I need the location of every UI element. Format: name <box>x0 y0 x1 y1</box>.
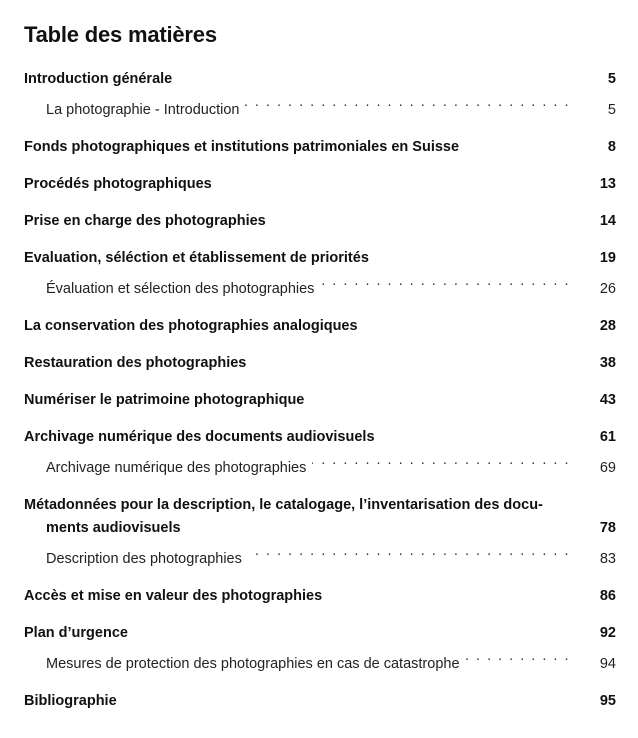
toc-entry-title <box>24 494 600 540</box>
toc-subentry-title: Description des photographies <box>46 551 242 567</box>
toc-entry-title: Numériser le patrimoine photographique <box>24 392 305 408</box>
toc-entry-title-line1: Métadonnées pour la description, le catalogage, l’inventarisation des docu- <box>24 497 543 513</box>
toc-entry[interactable] <box>24 247 616 270</box>
toc-entry-title: Prise en charge des photographies <box>24 213 266 229</box>
toc-page <box>24 18 616 727</box>
toc-entry-title: Procédés photographiques <box>24 176 212 192</box>
toc-section <box>24 136 616 159</box>
toc-subentry[interactable] <box>24 645 616 676</box>
toc-entry-page: 19 <box>599 250 616 266</box>
toc-subentry[interactable] <box>24 270 616 301</box>
toc-entry[interactable] <box>24 494 616 540</box>
toc-entry-title-line2: ments audiovisuels <box>46 520 181 536</box>
toc-entry[interactable] <box>24 622 616 645</box>
toc-section <box>24 494 616 571</box>
toc-entry[interactable] <box>24 352 616 375</box>
toc-section <box>24 426 616 480</box>
dot-leader <box>245 91 570 114</box>
toc-entry-page: 92 <box>599 625 616 641</box>
toc-entry[interactable] <box>24 585 616 608</box>
toc-entry-title: Fonds photographiques et institutions patrimoniales en Suisse <box>24 139 460 155</box>
dot-leader <box>248 540 570 563</box>
toc-entry-page: 78 <box>599 520 616 536</box>
dot-leader <box>466 645 570 668</box>
toc-section <box>24 622 616 676</box>
toc-section <box>24 210 616 233</box>
toc-section <box>24 68 616 122</box>
toc-section <box>24 315 616 338</box>
toc-subentry-page: 94 <box>599 656 616 672</box>
toc-entry-title: La conservation des photographies analogiques <box>24 318 358 334</box>
toc-subentry-title: La photographie - Introduction <box>46 102 240 118</box>
toc-entry-page: 5 <box>607 71 616 87</box>
page-title: Table des matières <box>24 22 217 47</box>
toc-entry-page: 14 <box>599 213 616 229</box>
toc-section <box>24 352 616 375</box>
toc-section <box>24 247 616 301</box>
toc-entry[interactable] <box>24 690 616 713</box>
toc-entry-title: Introduction générale <box>24 71 173 87</box>
toc-entry-page: 95 <box>599 693 616 709</box>
toc-entry-page: 28 <box>599 318 616 334</box>
toc-subentry-page: 5 <box>607 102 616 118</box>
toc-section <box>24 585 616 608</box>
toc-subentry-page: 26 <box>599 281 616 297</box>
toc-entry[interactable] <box>24 136 616 159</box>
toc-entry-title: Evaluation, séléction et établissement de priorités <box>24 250 369 266</box>
toc-section <box>24 173 616 196</box>
toc-entry-title: Bibliographie <box>24 693 117 709</box>
toc-entry-page: 61 <box>599 429 616 445</box>
toc-subentry[interactable] <box>24 540 616 571</box>
dot-leader <box>320 270 570 293</box>
toc-entry-page: 86 <box>599 588 616 604</box>
toc-subentry[interactable] <box>24 91 616 122</box>
toc-entry-page: 38 <box>599 355 616 371</box>
toc-list <box>24 68 616 713</box>
toc-entry-title: Accès et mise en valeur des photographies <box>24 588 323 604</box>
toc-subentry-page: 83 <box>599 551 616 567</box>
toc-subentry[interactable] <box>24 449 616 480</box>
toc-entry-page: 13 <box>599 176 616 192</box>
toc-section <box>24 690 616 713</box>
toc-section <box>24 389 616 412</box>
toc-subentry-title: Mesures de protection des photographies en cas de catastrophe <box>46 656 460 672</box>
toc-entry[interactable] <box>24 68 616 91</box>
toc-entry[interactable] <box>24 315 616 338</box>
toc-subentry-page: 69 <box>599 460 616 476</box>
toc-subentry-title: Évaluation et sélection des photographies <box>46 281 315 297</box>
toc-entry[interactable] <box>24 426 616 449</box>
toc-entry-title: Plan d’urgence <box>24 625 128 641</box>
toc-subentry-title: Archivage numérique des photographies <box>46 460 307 476</box>
toc-entry-page: 8 <box>607 139 616 155</box>
toc-entry[interactable] <box>24 389 616 412</box>
toc-entry-title: Restauration des photographies <box>24 355 247 371</box>
dot-leader <box>312 449 570 472</box>
toc-entry[interactable] <box>24 173 616 196</box>
toc-entry-title: Archivage numérique des documents audiovisuels <box>24 429 375 445</box>
toc-entry[interactable] <box>24 210 616 233</box>
toc-entry-page: 43 <box>599 392 616 408</box>
